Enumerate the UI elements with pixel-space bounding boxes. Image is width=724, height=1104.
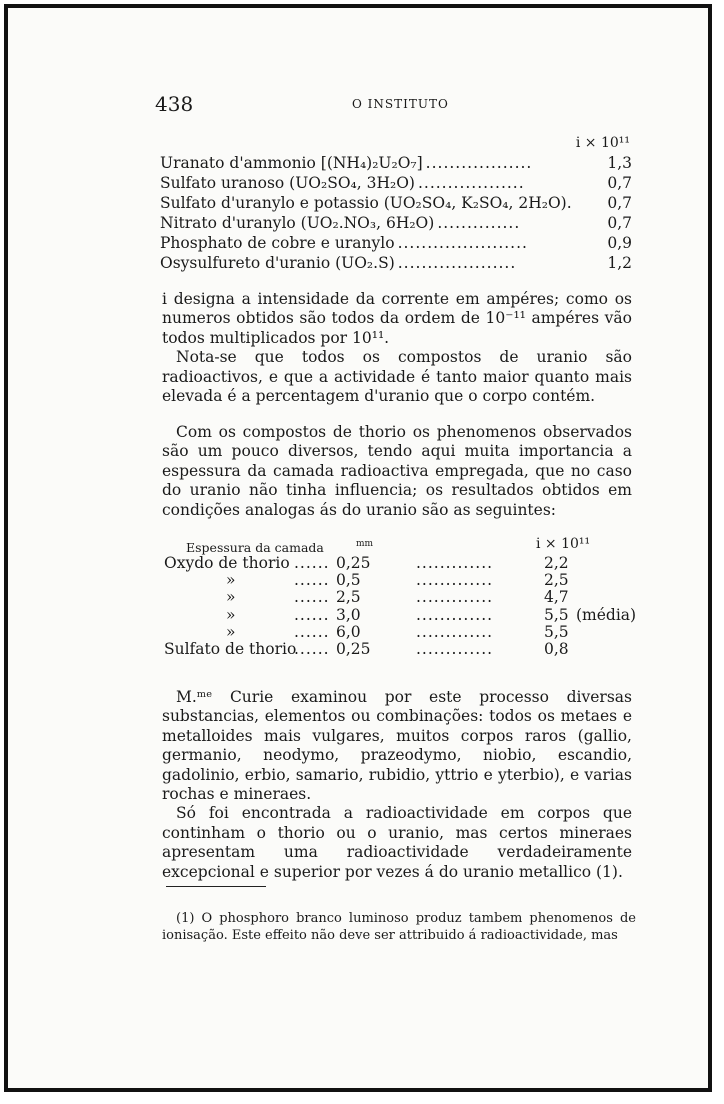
- compound-name: Nitrato d'uranylo (UO₂.NO₃, 6H₂O): [160, 214, 435, 232]
- thickness-value: 0,5: [336, 571, 361, 590]
- intensity-value: 0,8: [544, 639, 569, 658]
- table-row: [164, 589, 644, 606]
- leader-dots: .............: [416, 588, 494, 607]
- intensity-value: 0,7: [607, 214, 632, 232]
- ditto-mark: »: [226, 622, 236, 641]
- paragraph: Nota-se que todos os compostos de uranio são radioactivos, e que a actividade é tanto maior quanto mais elevada é a percentagem d'uranio que o corpo contém.: [162, 348, 632, 406]
- leader-dots: .............: [416, 622, 494, 641]
- uranium-compounds-table: [160, 133, 632, 273]
- intensity-value: 2,2: [544, 554, 569, 572]
- intensity-value: 5,5: [544, 622, 569, 641]
- leader-dots: ......: [294, 571, 330, 590]
- row-note: (média): [576, 605, 637, 624]
- leader-dots: ......: [294, 622, 330, 641]
- table-row: [164, 555, 644, 572]
- unit-header: mm: [356, 539, 374, 549]
- footnote-rule: [166, 886, 266, 887]
- compound-name: Phosphato de cobre e uranylo: [160, 234, 395, 252]
- table-row: [160, 253, 632, 273]
- leader-dots: .............: [416, 571, 494, 590]
- table2-header: [164, 536, 644, 555]
- table-row: [160, 213, 632, 233]
- ditto-mark: »: [226, 571, 236, 590]
- paragraph: M.ᵐᵉ Curie examinou por este processo diversas substancias, elementos ou combinações: todos os metaes e metalloides mais vulgares, muitos corpos raros (gallio, germanio, neodymo, prazeodymo, niobio, escandio, gadolinio, erbio, samario, rubidio, yttrio e yterbio), e varias rochas e mineraes.: [162, 688, 632, 804]
- footnote: [162, 910, 636, 944]
- substance-name: Sulfato de thorio: [164, 639, 297, 658]
- table-row: [164, 641, 644, 658]
- thickness-header: Espessura da camada: [186, 540, 324, 555]
- table-row: [164, 607, 644, 624]
- paragraph: i designa a intensidade da corrente em ampéres; como os numeros obtidos são todos da ordem de 10⁻¹¹ ampéres vão todos multiplicados por 10¹¹.: [162, 290, 632, 347]
- intensity-value: 1,2: [607, 254, 632, 272]
- intensity-value: 0,7: [607, 194, 632, 212]
- table-row: [164, 572, 644, 589]
- ditto-mark: »: [226, 588, 236, 607]
- curie-paragraph: [162, 688, 632, 882]
- table-row: [160, 173, 632, 193]
- thickness-value: 0,25: [336, 554, 371, 572]
- intensity-value: 5,5: [544, 605, 569, 624]
- paragraph: Com os compostos de thorio os phenomenos observados são um pouco diversos, tendo aqui muita importancia a espessura da camada radioactiva empregada, que no caso do uranio não tinha influencia; os resultados obtidos em condições analogas ás do uranio são as seguintes:: [162, 423, 632, 519]
- leader-dots: ......: [294, 554, 330, 572]
- leader-dots: ......................: [397, 234, 528, 252]
- ditto-mark: »: [226, 605, 236, 624]
- compound-name: Osysulfureto d'uranio (UO₂.S): [160, 254, 395, 272]
- thorium-intro: [162, 423, 632, 520]
- leader-dots: ..............: [437, 214, 521, 232]
- thickness-value: 2,5: [336, 588, 361, 607]
- leader-dots: ......: [294, 605, 330, 624]
- thickness-value: 3,0: [336, 605, 361, 624]
- intensity-value: 0,7: [607, 174, 632, 192]
- table-row: [160, 153, 632, 173]
- leader-dots: .............: [416, 639, 494, 658]
- table-row: [164, 624, 644, 641]
- footnote-text: (1) O phosphoro branco luminoso produz tambem phenomenos de ionisação. Este effeito não deve ser attribuido á radioactividade, mas: [162, 911, 636, 943]
- thickness-value: 6,0: [336, 622, 361, 641]
- intensity-explanation: [162, 290, 632, 406]
- thorium-table: [164, 536, 644, 658]
- leader-dots: ..................: [417, 174, 525, 192]
- intensity-value: 0,9: [607, 234, 632, 252]
- page-number: 438: [155, 92, 194, 116]
- compound-name: Sulfato d'uranylo e potassio (UO₂SO₄, K₂SO₄, 2H₂O).: [160, 194, 572, 212]
- table-row: [160, 193, 632, 213]
- leader-dots: .............: [416, 554, 494, 572]
- paragraph: Só foi encontrada a radioactividade em corpos que continham o thorio ou o uranio, mas certos mineraes apresentam uma radioactividade verdadeiramente excepcional e superior por vezes á do uranio metallico (1).: [162, 804, 632, 881]
- intensity-header: i × 10¹¹: [536, 536, 591, 552]
- leader-dots: ......: [294, 639, 330, 658]
- running-title: O INSTITUTO: [352, 97, 449, 111]
- intensity-value: 2,5: [544, 571, 569, 590]
- substance-name: Oxydo de thorio: [164, 554, 290, 572]
- leader-dots: .............: [416, 605, 494, 624]
- compound-name: Uranato d'ammonio [(NH₄)₂U₂O₇]: [160, 154, 423, 172]
- leader-dots: ......: [294, 588, 330, 607]
- compound-name: Sulfato uranoso (UO₂SO₄, 3H₂O): [160, 174, 415, 192]
- thickness-value: 0,25: [336, 639, 371, 658]
- table-row: [160, 233, 632, 253]
- intensity-value: 1,3: [607, 154, 632, 172]
- leader-dots: ....................: [397, 254, 517, 272]
- table1-column-header: i × 10¹¹: [575, 135, 630, 151]
- leader-dots: ..................: [425, 154, 533, 172]
- intensity-value: 4,7: [544, 588, 569, 607]
